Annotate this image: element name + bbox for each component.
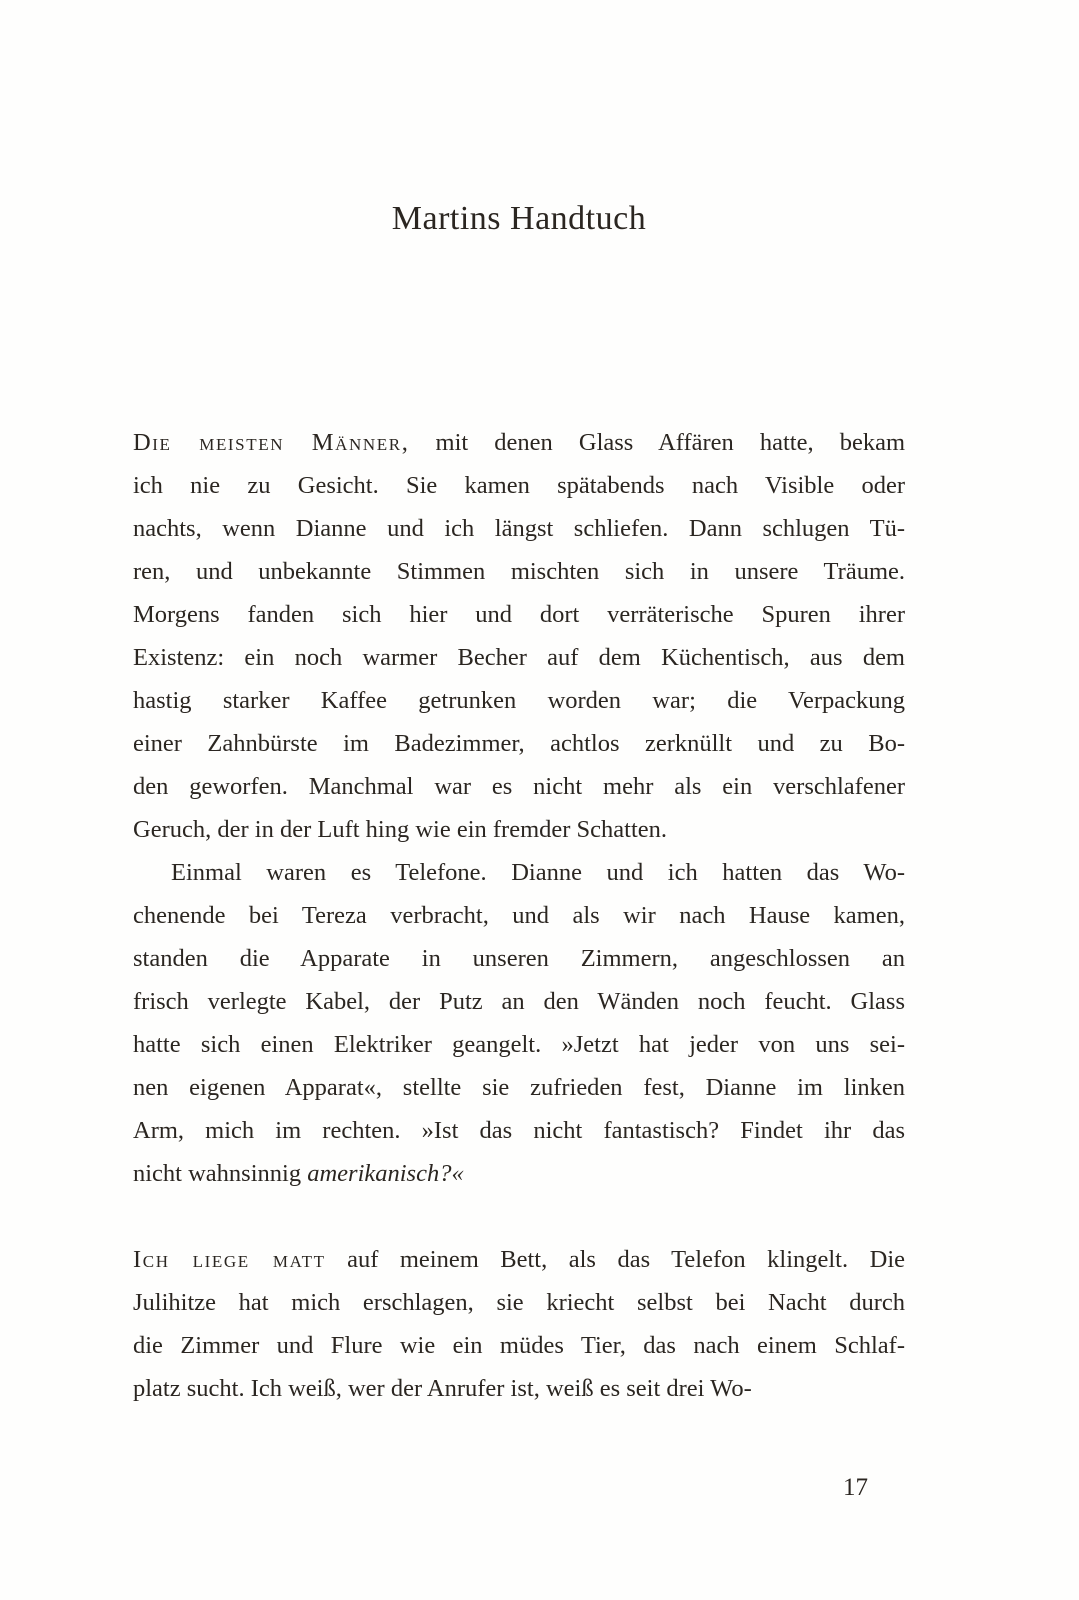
text-line: hatte sich einen Elektriker geangelt. »Jetzt hat jeder von uns sei-: [133, 1031, 905, 1058]
text-line: Arm, mich im rechten. »Ist das nicht fantastisch? Findet ihr das: [133, 1117, 905, 1144]
text-line: platz sucht. Ich weiß, wer der Anrufer ist, weiß es seit drei Wo-: [133, 1375, 752, 1402]
text-line: Morgens fanden sich hier und dort verräterische Spuren ihrer: [133, 601, 905, 628]
italic-text-segment: amerikanisch?«: [307, 1160, 464, 1187]
page-number: 17: [843, 1474, 868, 1501]
text-segment: nicht wahnsinnig: [133, 1160, 308, 1187]
text-line: die Zimmer und Flure wie ein müdes Tier, das nach einem Schlaf-: [133, 1332, 905, 1359]
smallcaps-opener: Die meisten Männer,: [133, 429, 410, 456]
text-line: Geruch, der in der Luft hing wie ein fremder Schatten.: [133, 816, 668, 843]
text-line: ren, und unbekannte Stimmen mischten sich in unsere Träume.: [133, 558, 905, 585]
text-segment: auf meinem Bett, als das Telefon klingelt. Die: [325, 1246, 905, 1273]
text-line: [133, 1238, 905, 1281]
text-segment: mit denen Glass Affären hatte, bekam: [409, 429, 906, 456]
text-line: [133, 421, 905, 464]
text-line: nachts, wenn Dianne und ich längst schliefen. Dann schlugen Tü-: [133, 515, 905, 542]
smallcaps-opener: Ich liege matt: [133, 1246, 326, 1273]
chapter-title: Martins Handtuch: [391, 200, 647, 237]
paragraph-2: [133, 851, 905, 1195]
text-line: nen eigenen Apparat«, stellte sie zufrieden fest, Dianne im linken: [133, 1074, 905, 1101]
text-line: [133, 1152, 905, 1195]
text-line: einer Zahnbürste im Badezimmer, achtlos zerknüllt und zu Bo-: [133, 730, 905, 757]
text-line: den geworfen. Manchmal war es nicht mehr als ein verschlafener: [133, 773, 905, 800]
text-line: ich nie zu Gesicht. Sie kamen spätabends nach Visible oder: [133, 472, 905, 499]
text-line: chenende bei Tereza verbracht, und als wir nach Hause kamen,: [133, 902, 905, 929]
text-line: hastig starker Kaffee getrunken worden war; die Verpackung: [133, 687, 905, 714]
page-body: [133, 421, 905, 1410]
text-line: Julihitze hat mich erschlagen, sie kriecht selbst bei Nacht durch: [133, 1289, 905, 1316]
text-line: standen die Apparate in unseren Zimmern, angeschlossen an: [133, 945, 905, 972]
text-line: Einmal waren es Telefone. Dianne und ich hatten das Wo-: [171, 859, 905, 886]
text-line: frisch verlegte Kabel, der Putz an den Wänden noch feucht. Glass: [133, 988, 905, 1015]
paragraph-1: [133, 421, 905, 851]
text-line: Existenz: ein noch warmer Becher auf dem Küchentisch, aus dem: [133, 644, 905, 671]
paragraph-3: [133, 1238, 905, 1410]
